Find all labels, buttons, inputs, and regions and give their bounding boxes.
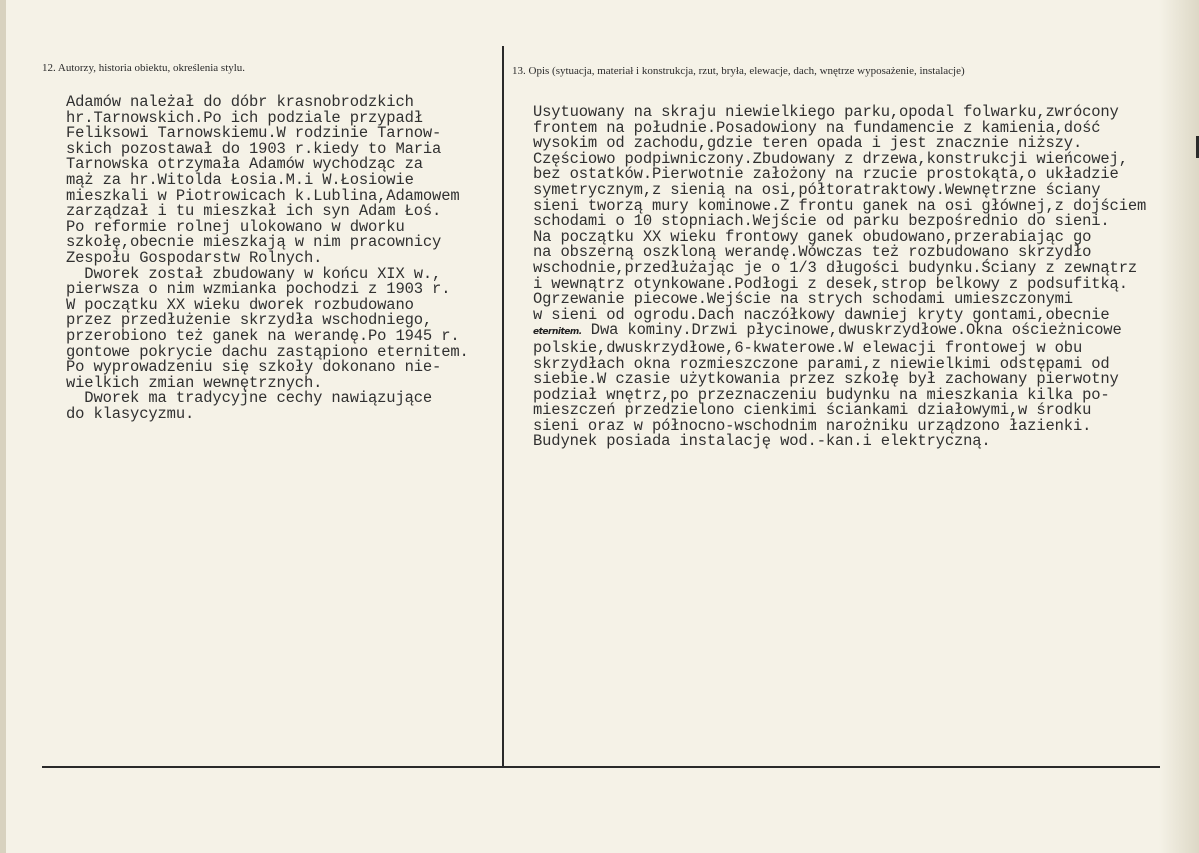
- bottom-rule: [42, 766, 1160, 768]
- column-divider: [502, 46, 504, 768]
- text-line: mieszczeń przedzielono cienkimi ściankami działowymi,w środku: [533, 401, 1092, 420]
- text-line: Usytuowany na skraju niewielkiego parku,opodal folwarku,zwrócony: [533, 103, 1119, 121]
- text-line: polskie,dwuskrzydłowe,6-kwaterowe.W elewacji frontowej w obu: [533, 338, 1083, 357]
- text-line: przez przedłużenie skrzydła wschodniego,: [66, 311, 433, 330]
- text-line: podział wnętrz,po przeznaczeniu budynku na mieszkania kilka po-: [533, 385, 1110, 404]
- text-line: Zespołu Gospodarstw Rolnych.: [66, 248, 323, 267]
- text-line: Budynek posiada instalację wod.-kan.i elektryczną.: [533, 432, 991, 451]
- text-line: hr.Tarnowskich.Po ich podziale przypadł: [66, 108, 423, 127]
- text-line: symetrycznym,z sienią na osi,półtoratraktowy.Wewnętrzne ściany: [533, 180, 1101, 199]
- text-line: Częściowo podpiwniczony.Zbudowany z drzewa,konstrukcji wieńcowej,: [533, 149, 1128, 168]
- text-line: Dworek ma tradycyjne cechy nawiązujące: [66, 389, 433, 408]
- text-line: wysokim od zachodu,gdzie teren opada i jest znacznie niższy.: [533, 134, 1083, 153]
- section-13-heading: 13. Opis (sytuacja, materiał i konstrukcja, rzut, bryła, elewacje, dach, wnętrze wyposażenie, instalacje): [512, 65, 965, 77]
- text-line-rest: Dwa kominy.Drzwi płycinowe,dwuskrzydłowe.Okna ościeżnicowe: [581, 321, 1122, 340]
- text-line: w sieni od ogrodu.Dach naczółkowy dawniej kryty gontami,obecnie: [533, 305, 1110, 324]
- text-line: i wewnątrz otynkowane.Podłogi z desek,strop belkowy z podsufitką.: [533, 274, 1128, 293]
- text-line: Po wyprowadzeniu się szkoły dokonano nie-: [66, 358, 442, 377]
- text-line: przerobiono też ganek na werandę.Po 1945 r.: [66, 326, 460, 345]
- section-12-text: [66, 95, 469, 422]
- text-line: zarządzał i tu mieszkał ich syn Adam Łoś.: [66, 202, 442, 221]
- text-line: Na początku XX wieku frontowy ganek obudowano,przerabiając go: [533, 227, 1092, 246]
- text-line: do klasycyzmu.: [66, 404, 195, 423]
- text-line: Tarnowska otrzymała Adamów wychodząc za: [66, 155, 423, 174]
- text-line: Ogrzewanie piecowe.Wejście na strych schodami umieszczonymi: [533, 290, 1073, 309]
- text-line: Adamów należał do dóbr krasnobrodzkich: [66, 93, 414, 111]
- text-line: sieni oraz w północno-wschodnim narożniku urządzono łazienki.: [533, 416, 1092, 435]
- text-line: gontowe pokrycie dachu zastąpiono eternitem.: [66, 342, 469, 361]
- text-line: bez ostatków.Pierwotnie założony na rzucie prostokąta,o układzie: [533, 165, 1119, 184]
- section-12-heading: 12. Autorzy, historia obiektu, określenia stylu.: [42, 62, 246, 74]
- text-line: skich pozostawał do 1903 r.kiedy to Maria: [66, 139, 442, 158]
- section-13-text: [533, 105, 1146, 450]
- text-line: sieni tworzą mury kominowe.Z frontu ganek na osi głównej,z dojściem: [533, 196, 1147, 215]
- text-line: pierwsza o nim wzmianka pochodzi z 1903 r.: [66, 280, 451, 299]
- text-line: szkołę,obecnie mieszkają w nim pracownicy: [66, 233, 442, 252]
- text-line: wielkich zmian wewnętrznych.: [66, 373, 323, 392]
- card-edge-shadow: [1159, 0, 1199, 853]
- text-line: mieszkali w Piotrowicach k.Lublina,Adamowem: [66, 186, 460, 205]
- text-line: na obszerną oszkloną werandę.Wówczas też rozbudowano skrzydło: [533, 243, 1092, 262]
- text-line: mąż za hr.Witolda Łosia.M.i W.Łosiowie: [66, 170, 414, 189]
- text-line: wschodnie,przedłużając je o 1/3 długości budynku.Ściany z zewnątrz: [533, 258, 1138, 277]
- handwritten-note: eternitem.: [533, 327, 582, 338]
- text-line: frontem na południe.Posadowiony na fundamencie z kamienia,dość: [533, 118, 1101, 137]
- text-line: siebie.W czasie użytkowania przez szkołę był zachowany pierwotny: [533, 370, 1119, 389]
- text-line: W początku XX wieku dworek rozbudowano: [66, 295, 414, 314]
- text-line: Po reformie rolnej ulokowano w dworku: [66, 217, 405, 236]
- text-line: skrzydłach okna rozmieszczone parami,z niewielkimi odstępami od: [533, 354, 1110, 373]
- text-line: Dworek został zbudowany w końcu XIX w.,: [66, 264, 442, 283]
- text-line: schodami o 10 stopniach.Wejście od parku bezpośrednio do sieni.: [533, 212, 1110, 231]
- text-line: Feliksowi Tarnowskiemu.W rodzinie Tarnow-: [66, 124, 442, 143]
